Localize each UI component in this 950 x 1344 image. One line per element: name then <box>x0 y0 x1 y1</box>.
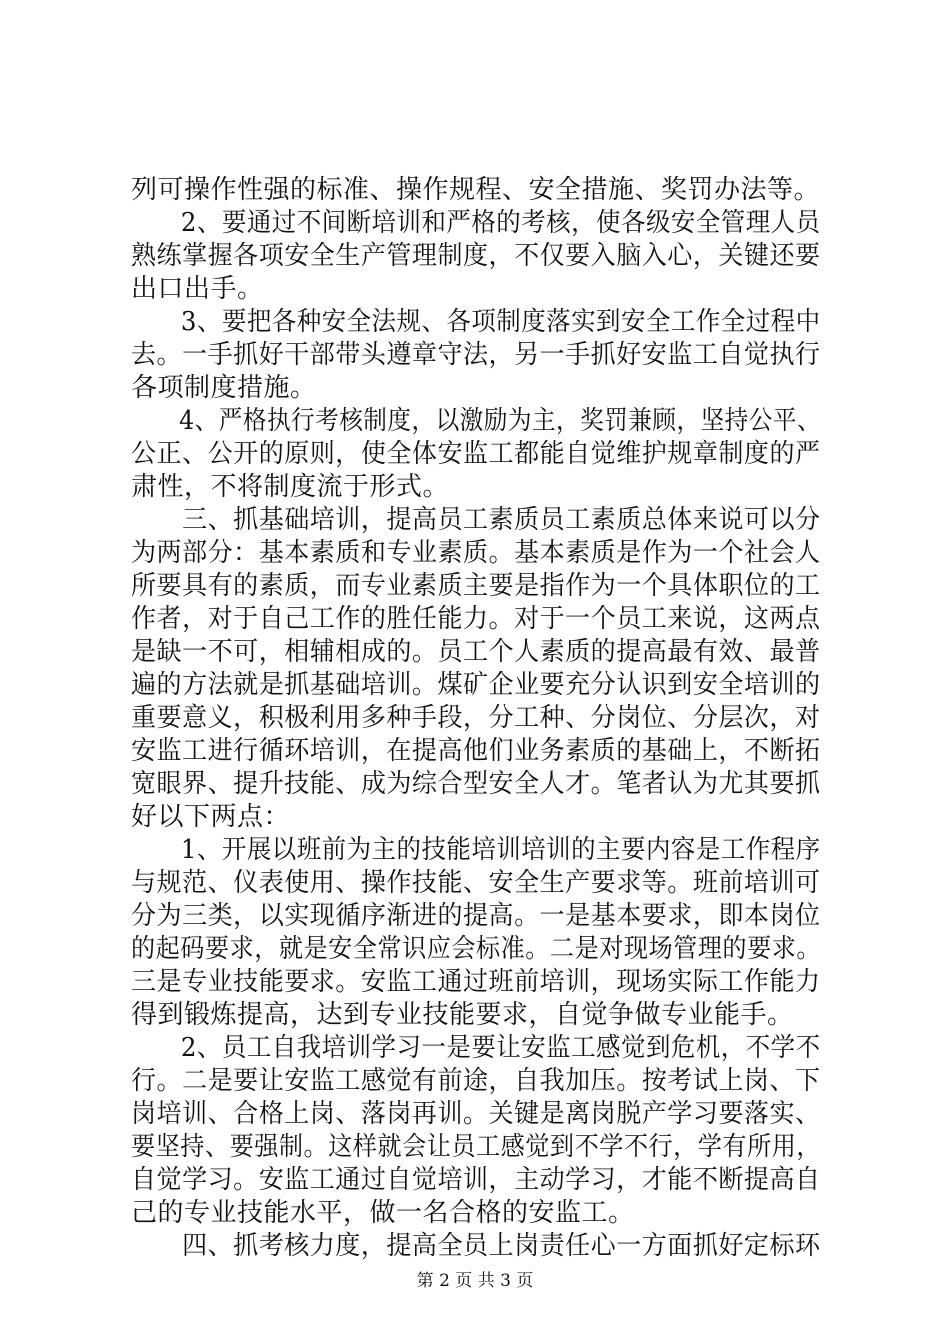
text-line: 己的专业技能水平，做一名合格的安监工。 <box>131 1198 635 1228</box>
page-number-footer: 第 2 页 共 3 页 <box>416 1271 534 1291</box>
text-line: 为两部分：基本素质和专业素质。基本素质是作为一个社会人 <box>131 538 821 568</box>
text-line: 好以下两点： <box>131 802 291 832</box>
text-line: 出口出手。 <box>131 274 264 304</box>
text-line: 所要具有的素质，而专业素质主要是指作为一个具体职位的工 <box>131 571 821 601</box>
text-line: 列可操作性强的标准、操作规程、安全措施、奖罚办法等。 <box>131 175 821 205</box>
text-line: 岗培训、合格上岗、落岗再训。关键是离岗脱产学习要落实、 <box>131 1099 821 1129</box>
text-line: 作者，对于自己工作的胜任能力。对于一个员工来说，这两点 <box>131 604 821 634</box>
text-line: 重要意义，积极利用多种手段，分工种、分岗位、分层次，对 <box>131 703 821 733</box>
text-line: 自觉学习。安监工通过自觉培训，主动学习，才能不断提高自 <box>131 1165 821 1195</box>
text-line: 的起码要求，就是安全常识应会标准。二是对现场管理的要求。 <box>131 934 822 964</box>
text-line: 宽眼界、提升技能、成为综合型安全人才。笔者认为尤其要抓 <box>131 769 821 799</box>
text-line: 公正、公开的原则，使全体安监工都能自觉维护规章制度的严 <box>131 439 821 469</box>
text-line: 三、抓基础培训，提高员工素质员工素质总体来说可以分 <box>131 505 821 535</box>
text-line: 分为三类，以实现循序渐进的提高。一是基本要求，即本岗位 <box>131 901 821 931</box>
text-line: 2、员工自我培训学习一是要让安监工感觉到危机，不学不 <box>131 1033 821 1063</box>
text-line: 去。一手抓好干部带头遵章守法，另一手抓好安监工自觉执行 <box>131 340 821 370</box>
text-line: 4、严格执行考核制度，以激励为主，奖罚兼顾，坚持公平、 <box>131 406 822 436</box>
text-line: 1、开展以班前为主的技能培训培训的主要内容是工作程序 <box>131 835 821 865</box>
text-line: 要坚持、要强制。这样就会让员工感觉到不学不行，学有所用， <box>131 1132 822 1162</box>
text-line: 3、要把各种安全法规、各项制度落实到安全工作全过程中 <box>131 307 821 337</box>
text-line: 肃性，不将制度流于形式。 <box>131 472 450 502</box>
text-line: 安监工进行循环培训，在提高他们业务素质的基础上，不断拓 <box>131 736 821 766</box>
text-line: 三是专业技能要求。安监工通过班前培训，现场实际工作能力 <box>131 967 821 997</box>
text-line: 与规范、仪表使用、操作技能、安全生产要求等。班前培训可 <box>131 868 821 898</box>
text-line: 熟练掌握各项安全生产管理制度，不仅要入脑入心，关键还要 <box>131 241 821 271</box>
text-line: 2、要通过不间断培训和严格的考核，使各级安全管理人员 <box>131 208 821 238</box>
text-line: 得到锻炼提高，达到专业技能要求，自觉争做专业能手。 <box>131 1000 794 1030</box>
text-line: 行。二是要让安监工感觉有前途，自我加压。按考试上岗、下 <box>131 1066 821 1096</box>
text-line: 四、抓考核力度，提高全员上岗责任心一方面抓好定标环 <box>131 1231 821 1261</box>
text-line: 各项制度措施。 <box>131 373 317 403</box>
text-line: 是缺一不可，相辅相成的。员工个人素质的提高最有效、最普 <box>131 637 821 667</box>
text-line: 遍的方法就是抓基础培训。煤矿企业要充分认识到安全培训的 <box>131 670 821 700</box>
